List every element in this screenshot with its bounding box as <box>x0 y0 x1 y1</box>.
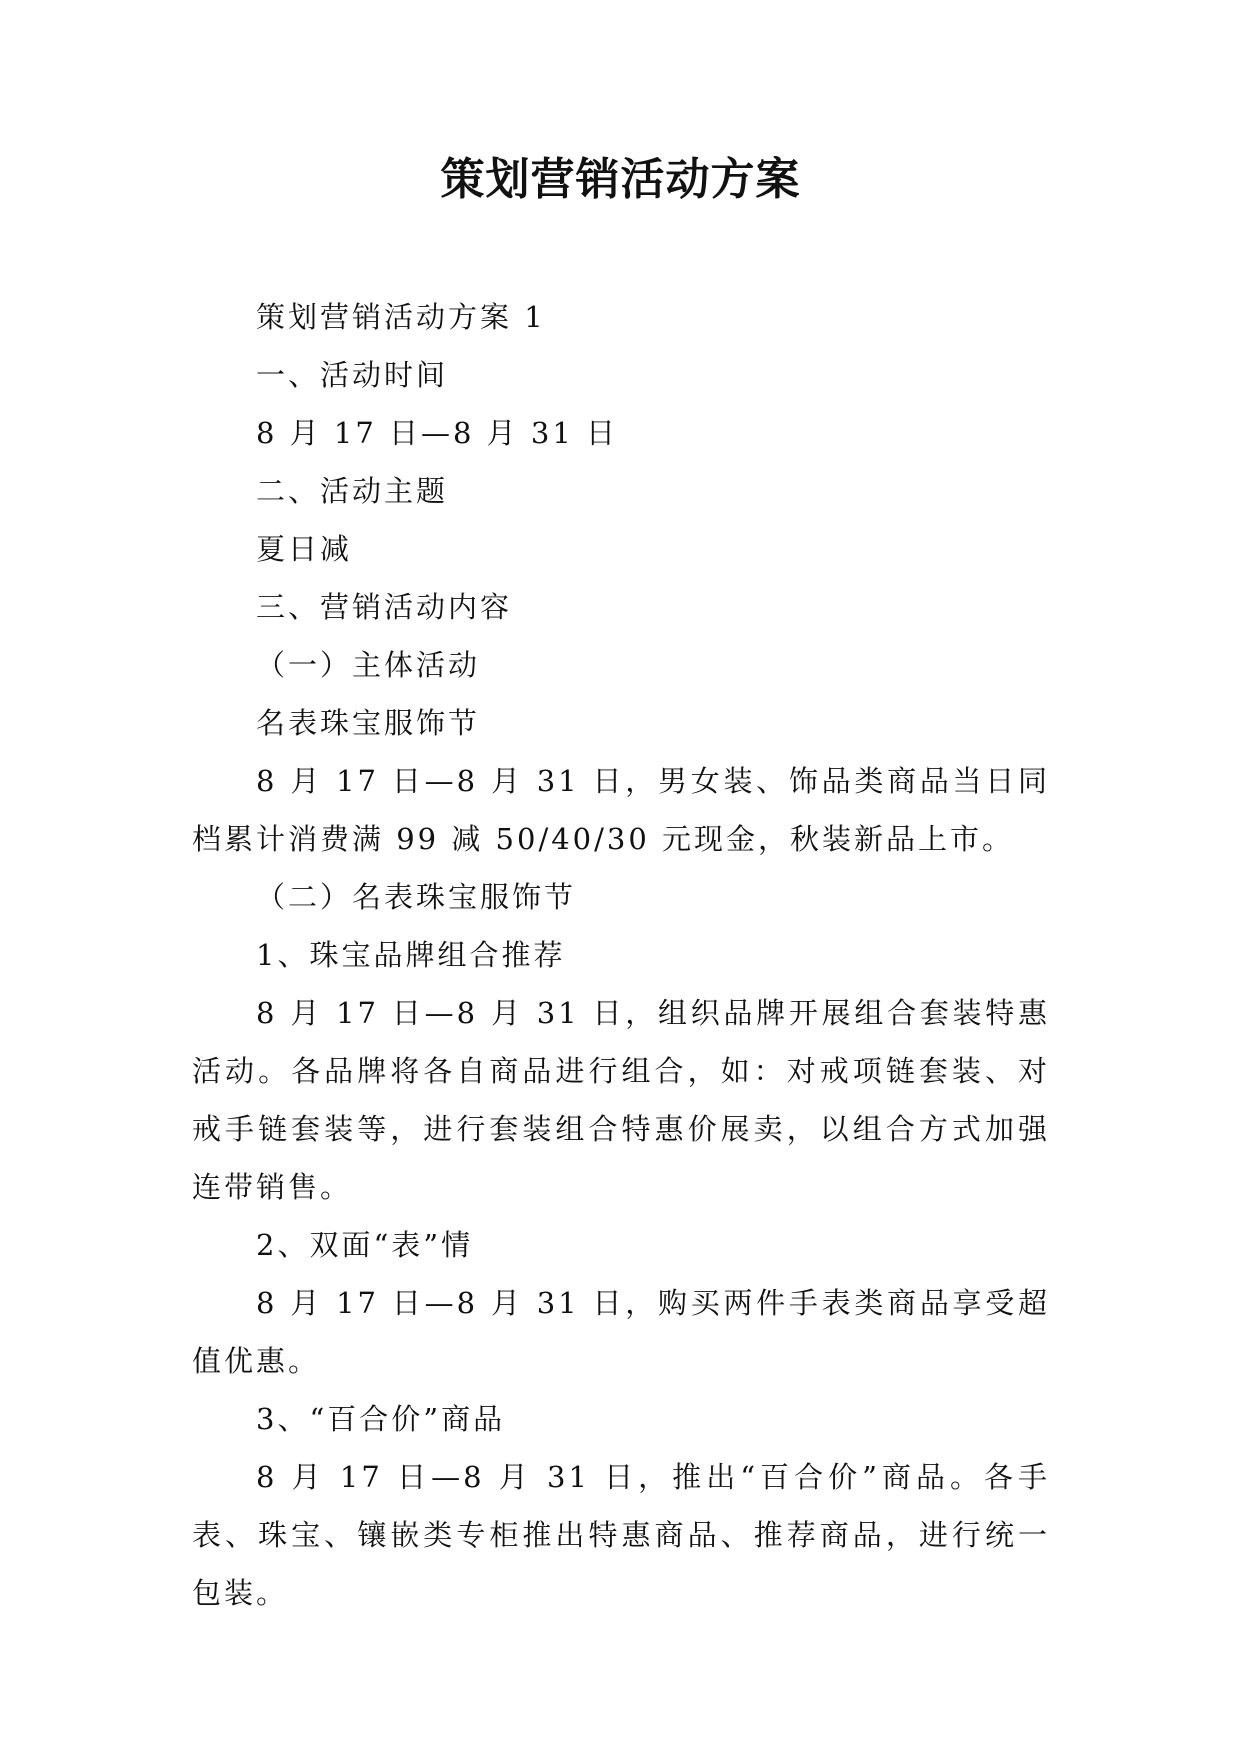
subsection-heading-main-activity: （一）主体活动 <box>256 648 481 682</box>
section-heading-activity-time: 一、活动时间 <box>256 358 449 392</box>
paragraph-baihe-price: 8 月 17 日—8 月 31 日，推出“百合价”商品。各手表、珠宝、镶嵌类专柜推出特惠商品、推荐商品，进行统一包装。 <box>192 1460 1050 1610</box>
paragraph-jewelry-combo: 8 月 17 日—8 月 31 日，组织品牌开展组合套装特惠活动。各品牌将各自商品进行组合，如：对戒项链套装、对戒手链套装等，进行套装组合特惠价展卖，以组合方式加强连带销售。 <box>192 996 1050 1204</box>
section-heading-plan-1: 策划营销活动方案 1 <box>256 300 546 334</box>
item-heading-jewelry-combo: 1、珠宝品牌组合推荐 <box>256 938 566 972</box>
item-heading-double-watch: 2、双面“表”情 <box>256 1228 474 1262</box>
festival-name: 名表珠宝服饰节 <box>256 706 481 740</box>
subsection-heading-festival: （二）名表珠宝服饰节 <box>256 880 577 914</box>
paragraph-double-watch: 8 月 17 日—8 月 31 日，购买两件手表类商品享受超值优惠。 <box>192 1286 1050 1378</box>
paragraph-main-activity: 8 月 17 日—8 月 31 日，男女装、饰品类商品当日同档累计消费满 99 减 50/40/30 元现金，秋装新品上市。 <box>192 764 1050 856</box>
section-heading-activity-content: 三、营销活动内容 <box>256 590 513 624</box>
activity-date-range: 8 月 17 日—8 月 31 日 <box>256 416 619 450</box>
activity-theme-text: 夏日减 <box>256 532 353 566</box>
document-body <box>192 288 1050 1622</box>
document-title: 策划营销活动方案 <box>440 154 801 205</box>
section-heading-activity-theme: 二、活动主题 <box>256 474 449 508</box>
item-heading-baihe-price: 3、“百合价”商品 <box>256 1402 506 1436</box>
